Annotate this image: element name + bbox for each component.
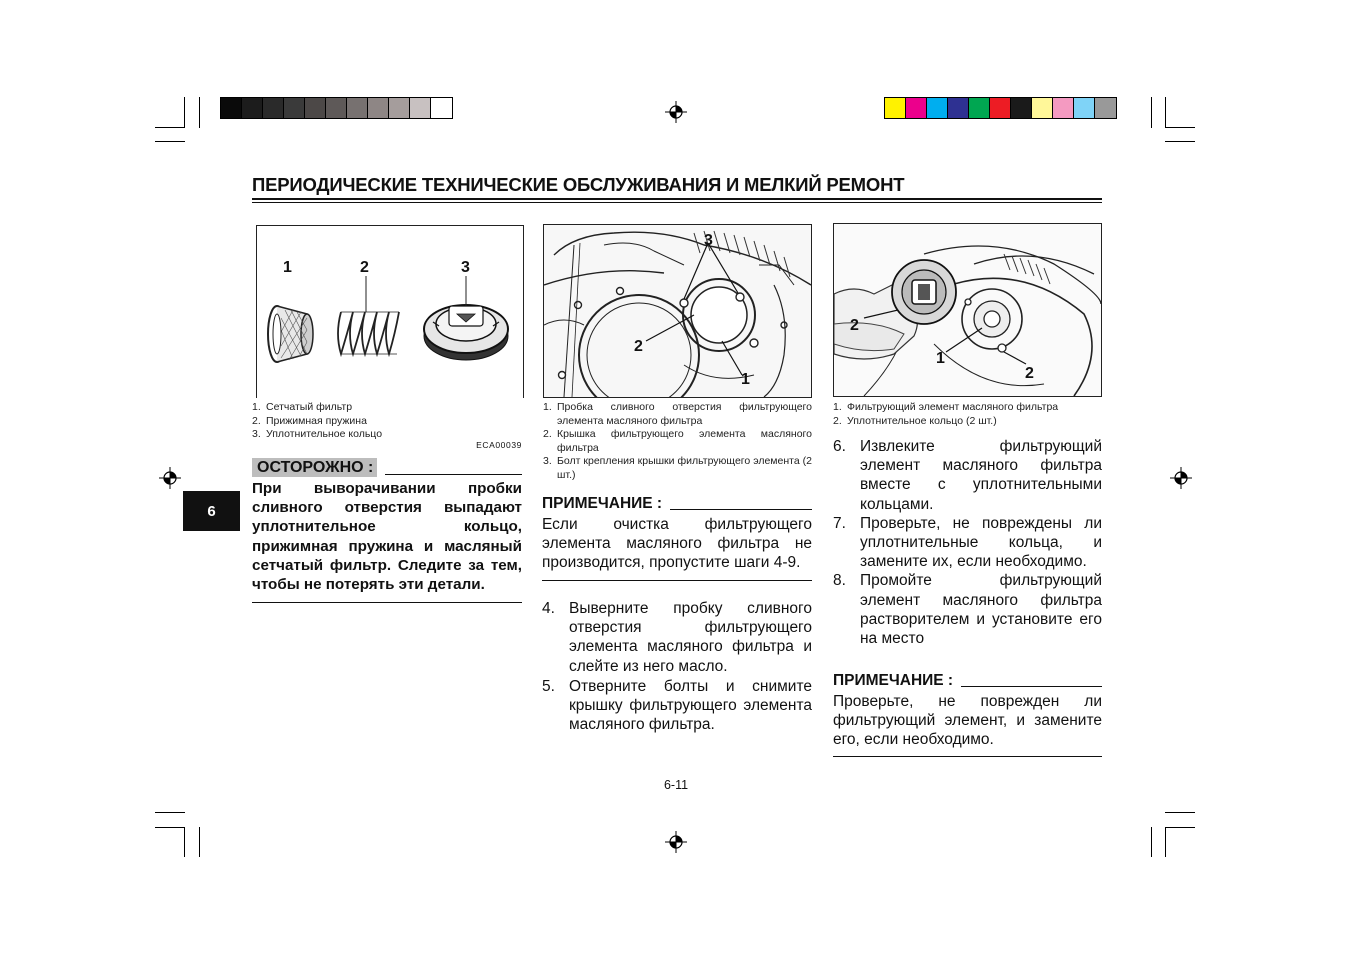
process-swatch-4	[948, 98, 969, 118]
gray-swatch-7	[347, 98, 368, 118]
process-swatch-8	[1032, 98, 1053, 118]
note2-text: Проверьте, не поврежден ли фильтрующий элемент, и замените его, если необходимо.	[833, 693, 1102, 749]
process-swatch-9	[1053, 98, 1074, 118]
figure1-label-1: 1	[283, 259, 292, 276]
step-item: 4. Выверните пробку сливного отверстия фильтрующего элемента масляного фильтра и слейте из него масло.	[542, 600, 812, 675]
process-swatch-11	[1095, 98, 1116, 118]
gray-swatch-9	[389, 98, 410, 118]
registration-mark-left-icon	[159, 467, 181, 489]
figure2-label-3: 3	[704, 232, 713, 249]
page-title: ПЕРИОДИЧЕСКИЕ ТЕХНИЧЕСКИЕ ОБСЛУЖИВАНИЯ И МЕЛКИЙ РЕМОНТ	[252, 174, 905, 195]
chapter-tab: 6	[183, 491, 240, 531]
title-rule-thin	[252, 202, 1102, 203]
process-color-bar	[884, 97, 1117, 119]
registration-mark-top-icon	[665, 101, 687, 123]
figure-engine-cover	[543, 224, 812, 398]
caution-text: При выворачивании пробки сливного отверстия выпадают уплотнительное кольцо, прижимная пружина и масляный сетчатый фильтр. Следите за тем, чтобы не потерять эти детали.	[252, 480, 522, 594]
figure1-caption-item: 1. Сетчатый фильтр	[252, 401, 353, 413]
figure3-label-1: 1	[936, 350, 945, 367]
step-item: 7. Проверьте, не повреждены ли уплотнительные кольца, и замените их, если необходимо.	[833, 514, 1102, 571]
figure3-caption-item: 1. Фильтрующий элемент масляного фильтра	[833, 401, 1059, 413]
figure3-caption	[833, 401, 1102, 428]
caution-heading-row	[252, 458, 522, 477]
spring-drawing	[338, 276, 399, 354]
title-rule	[252, 198, 1102, 200]
figure2-caption	[543, 401, 812, 482]
figure1-label-3: 3	[461, 259, 470, 276]
note1-heading-row	[542, 495, 812, 513]
step-item: 6. Извлеките фильтрующий элемент масляного фильтра вместе с уплотнительными кольцами.	[833, 438, 1102, 513]
step-item: 8. Промойте фильтрующий элемент масляного фильтра растворителем и установите его на место	[833, 572, 1102, 648]
figure-filter-element	[833, 223, 1102, 397]
steps-list-middle	[542, 599, 812, 734]
drain-plug-drawing	[424, 276, 508, 360]
process-swatch-10	[1074, 98, 1095, 118]
figure3-label-2b: 2	[1025, 365, 1034, 382]
figure3-caption-item: 2. Уплотнительное кольцо (2 шт.)	[833, 414, 997, 427]
process-swatch-1	[885, 98, 906, 118]
process-swatch-6	[990, 98, 1011, 118]
gray-swatch-10	[410, 98, 431, 118]
page-number: 6-11	[663, 778, 689, 792]
figure3-label-2a: 2	[850, 317, 859, 334]
strainer-drawing	[268, 306, 313, 362]
figure2-label-1: 1	[741, 371, 750, 388]
gray-swatch-1	[221, 98, 242, 118]
figure1-code: ECA00039	[476, 440, 522, 450]
figure2-caption-item: 1. Пробка сливного отверстия фильтрующего элемента масляного фильтра	[543, 401, 812, 427]
gray-swatch-5	[305, 98, 326, 118]
note1-end-rule	[542, 580, 812, 581]
registration-mark-bottom-icon	[665, 831, 687, 853]
gray-swatch-4	[284, 98, 305, 118]
caution-heading: ОСТОРОЖНО :	[252, 458, 377, 477]
gray-color-bar	[220, 97, 453, 119]
figure2-caption-item: 3. Болт крепления крышки фильтрующего элемента (2 шт.)	[543, 455, 812, 481]
figure2-caption-item: 2. Крышка фильтрующего элемента масляного фильтра	[543, 428, 812, 454]
gray-swatch-6	[326, 98, 347, 118]
figure1-caption-item: 2. Прижимная пружина	[252, 414, 367, 427]
steps-list-right	[833, 437, 1102, 648]
figure2-label-2: 2	[634, 338, 643, 355]
note1-heading: ПРИМЕЧАНИЕ :	[542, 495, 663, 512]
gray-swatch-2	[242, 98, 263, 118]
note2-heading-row	[833, 672, 1102, 690]
process-swatch-7	[1011, 98, 1032, 118]
step-item: 5. Отверните болты и снимите крышку фильтрующего элемента масляного фильтра.	[542, 677, 812, 734]
figure1-caption-item: 3. Уплотнительное кольцо	[252, 428, 383, 440]
figure1-caption	[252, 401, 522, 442]
note1-text: Если очистка фильтрующего элемента масляного фильтра не производится, пропустите шаги 4-9.	[542, 516, 812, 572]
note2-end-rule	[833, 756, 1102, 757]
note2-heading: ПРИМЕЧАНИЕ :	[833, 672, 954, 689]
registration-mark-right-icon	[1170, 467, 1192, 489]
figure1-label-2: 2	[360, 259, 369, 276]
process-swatch-2	[906, 98, 927, 118]
figure-strainer-parts	[256, 225, 524, 398]
gray-swatch-8	[368, 98, 389, 118]
gray-swatch-11	[431, 98, 452, 118]
caution-end-rule	[252, 602, 522, 603]
process-swatch-3	[927, 98, 948, 118]
process-swatch-5	[969, 98, 990, 118]
gray-swatch-3	[263, 98, 284, 118]
